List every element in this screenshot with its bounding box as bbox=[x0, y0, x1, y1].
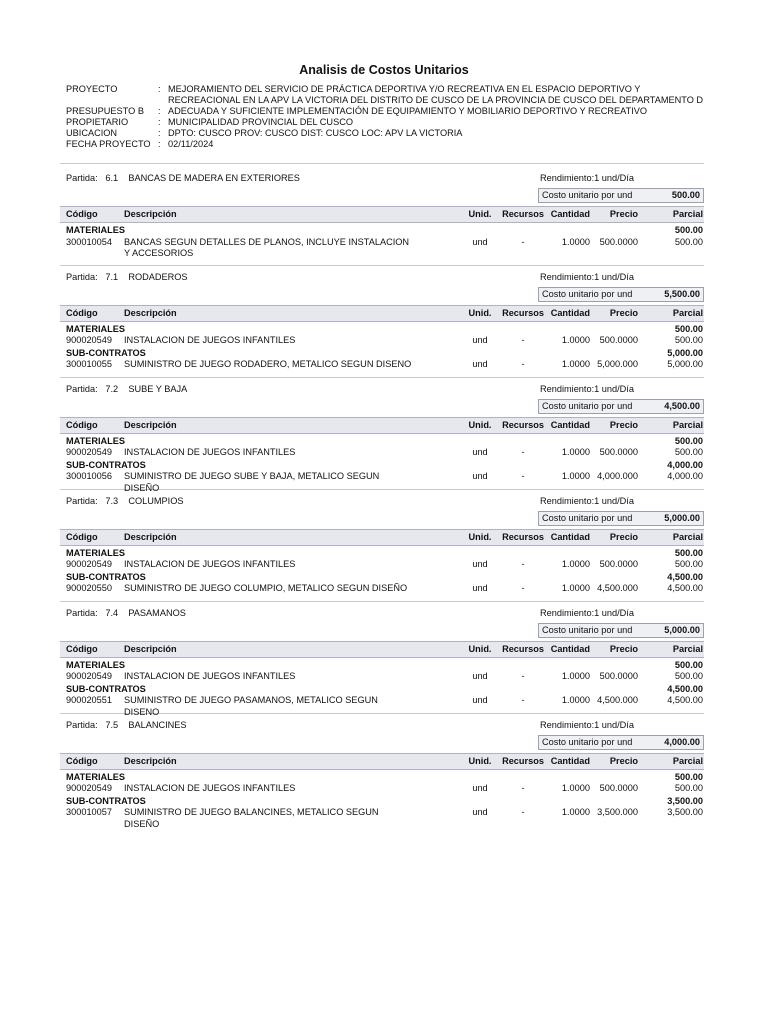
rendimiento: Rendimiento:1 und/Día bbox=[540, 173, 634, 183]
header-label: FECHA PROYECTO bbox=[66, 139, 151, 149]
col-precio: Precio bbox=[609, 307, 638, 318]
cost-row bbox=[60, 735, 704, 749]
item-parcial: 500.00 bbox=[674, 236, 703, 247]
partida-number: 7.4 bbox=[105, 607, 119, 618]
partida-block bbox=[60, 606, 704, 717]
partida-header bbox=[60, 382, 704, 396]
col-cantidad: Cantidad bbox=[550, 209, 590, 219]
item-codigo: 900020549 bbox=[66, 335, 112, 345]
header-colon: : bbox=[158, 106, 161, 116]
header-value: RECREACIONAL EN LA APV LA VICTORIA DEL DISTRITO DE CUSCO DE LA PROVINCIA DE CUSCO DEL DEPARTAMENTO D bbox=[168, 95, 704, 105]
group-total: 4,500.00 bbox=[667, 683, 703, 694]
partida-label: Partida: bbox=[66, 495, 98, 506]
group-name: SUB-CONTRATOS bbox=[66, 795, 146, 806]
header-label: PROYECTO bbox=[66, 84, 118, 94]
item-recursos: - bbox=[521, 359, 525, 369]
group-total: 500.00 bbox=[674, 225, 703, 235]
item-codigo: 300010057 bbox=[66, 807, 112, 817]
item-precio: 500.0000 bbox=[599, 447, 638, 457]
item-unid: und bbox=[472, 236, 488, 247]
item-descripcion: SUMINISTRO DE JUEGO RODADERO, METALICO SEGUN DISENO bbox=[124, 359, 412, 369]
item-unid: und bbox=[472, 447, 488, 457]
col-codigo: Código bbox=[66, 209, 98, 219]
group-name: MATERIALES bbox=[66, 225, 126, 235]
table-row bbox=[60, 695, 704, 717]
partida-block bbox=[60, 494, 704, 602]
cost-row bbox=[60, 511, 704, 525]
header-colon: : bbox=[158, 84, 161, 94]
header-divider bbox=[60, 163, 704, 164]
group-name: MATERIALES bbox=[66, 323, 126, 334]
group-row bbox=[60, 660, 704, 672]
col-codigo: Código bbox=[66, 755, 98, 766]
group-name: SUB-CONTRATOS bbox=[66, 571, 146, 582]
item-descripcion: BANCAS SEGUN DETALLES DE PLANOS, INCLUYE INSTALACION Y ACCESORIOS bbox=[124, 236, 410, 258]
group-total: 500.00 bbox=[674, 435, 703, 446]
partida-label: Partida: bbox=[66, 271, 98, 282]
group-name: MATERIALES bbox=[66, 659, 126, 670]
table-row bbox=[60, 783, 704, 796]
item-codigo: 900020549 bbox=[66, 447, 112, 457]
col-descripcion: Descripción bbox=[124, 209, 177, 219]
partida-number: 6.1 bbox=[105, 173, 119, 183]
item-recursos: - bbox=[521, 671, 525, 681]
cost-row bbox=[60, 623, 704, 637]
unit-cost-label: Costo unitario por und bbox=[542, 512, 633, 523]
partida-divider bbox=[60, 601, 704, 602]
group-total: 500.00 bbox=[674, 323, 703, 334]
col-descripcion: Descripción bbox=[124, 531, 177, 542]
unit-cost-value: 4,000.00 bbox=[664, 736, 700, 747]
item-recursos: - bbox=[521, 559, 525, 569]
group-row bbox=[60, 548, 704, 560]
unit-cost-value: 5,500.00 bbox=[664, 288, 700, 299]
item-precio: 3,500.000 bbox=[597, 807, 638, 817]
unit-cost-label: Costo unitario por und bbox=[542, 400, 633, 411]
item-unid: und bbox=[472, 471, 488, 481]
unit-cost-box bbox=[538, 287, 704, 302]
item-cantidad: 1.0000 bbox=[561, 335, 590, 345]
item-cantidad: 1.0000 bbox=[561, 447, 590, 457]
item-codigo: 900020550 bbox=[66, 583, 112, 593]
item-recursos: - bbox=[521, 335, 525, 345]
col-precio: Precio bbox=[609, 755, 638, 766]
item-parcial: 5,000.00 bbox=[667, 359, 703, 369]
item-recursos: - bbox=[521, 471, 525, 481]
group-row bbox=[60, 572, 704, 584]
item-unid: und bbox=[472, 671, 488, 681]
group-row bbox=[60, 348, 704, 360]
item-precio: 4,500.000 bbox=[597, 583, 638, 593]
partida-label: Partida: bbox=[66, 383, 98, 394]
header-value: MEJORAMIENTO DEL SERVICIO DE PRÁCTICA DEPORTIVA Y/O RECREATIVA EN EL ESPACIO DEPORTIVO Y bbox=[168, 84, 641, 94]
item-unid: und bbox=[472, 783, 488, 793]
col-unid: Unid. bbox=[468, 755, 492, 766]
header-row bbox=[66, 84, 706, 95]
partida-name: BANCAS DE MADERA EN EXTERIORES bbox=[128, 173, 300, 183]
col-recursos: Recursos bbox=[502, 643, 544, 654]
item-cantidad: 1.0000 bbox=[561, 695, 590, 705]
unit-cost-box bbox=[538, 735, 704, 750]
item-descripcion: SUMINISTRO DE JUEGO COLUMPIO, METALICO SEGUN DISEÑO bbox=[124, 583, 408, 593]
col-codigo: Código bbox=[66, 307, 98, 318]
col-codigo: Código bbox=[66, 419, 98, 430]
col-unid: Unid. bbox=[468, 307, 492, 318]
partida-label: Partida: bbox=[66, 607, 98, 618]
table-header bbox=[60, 417, 704, 434]
item-parcial: 3,500.00 bbox=[667, 807, 703, 817]
item-unid: und bbox=[472, 695, 488, 705]
page-title: Analisis de Costos Unitarios bbox=[299, 63, 469, 77]
group-row bbox=[60, 772, 704, 784]
item-precio: 500.0000 bbox=[599, 335, 638, 345]
col-recursos: Recursos bbox=[502, 531, 544, 542]
col-recursos: Recursos bbox=[502, 209, 544, 219]
item-recursos: - bbox=[521, 807, 525, 817]
item-unid: und bbox=[472, 807, 488, 817]
group-row bbox=[60, 436, 704, 448]
header-value: MUNICIPALIDAD PROVINCIAL DEL CUSCO bbox=[168, 117, 353, 127]
unit-cost-label: Costo unitario por und bbox=[542, 624, 633, 635]
partida-divider bbox=[60, 265, 704, 266]
item-descripcion: SUMINISTRO DE JUEGO SUBE Y BAJA, METALICO SEGUN DISEÑO bbox=[124, 471, 380, 493]
item-codigo: 300010056 bbox=[66, 471, 112, 481]
col-parcial: Parcial bbox=[672, 531, 703, 542]
item-precio: 500.0000 bbox=[599, 559, 638, 569]
item-precio: 4,000.000 bbox=[597, 471, 638, 481]
item-descripcion: INSTALACION DE JUEGOS INFANTILES bbox=[124, 559, 296, 569]
item-descripcion: INSTALACION DE JUEGOS INFANTILES bbox=[124, 447, 296, 457]
group-name: SUB-CONTRATOS bbox=[66, 683, 146, 694]
header-value: ADECUADA Y SUFICIENTE IMPLEMENTACIÓN DE EQUIPAMIENTO Y MOBILIARIO DEPORTIVO Y RECREATIVO bbox=[168, 106, 648, 116]
col-cantidad: Cantidad bbox=[550, 419, 590, 430]
item-descripcion: SUMINISTRO DE JUEGO BALANCINES, METALICO SEGUN DISEÑO bbox=[124, 807, 379, 829]
unit-cost-label: Costo unitario por und bbox=[542, 288, 633, 299]
cost-row bbox=[60, 399, 704, 413]
col-precio: Precio bbox=[609, 531, 638, 542]
col-unid: Unid. bbox=[468, 419, 492, 430]
col-cantidad: Cantidad bbox=[550, 531, 590, 542]
table-row bbox=[60, 671, 704, 684]
col-codigo: Código bbox=[66, 643, 98, 654]
item-parcial: 500.00 bbox=[674, 447, 703, 457]
col-precio: Precio bbox=[609, 209, 638, 219]
col-cantidad: Cantidad bbox=[550, 307, 590, 318]
unit-cost-value: 4,500.00 bbox=[664, 400, 700, 411]
table-header bbox=[60, 305, 704, 322]
group-row bbox=[60, 324, 704, 336]
item-recursos: - bbox=[521, 236, 525, 247]
unit-cost-value: 5,000.00 bbox=[664, 624, 700, 635]
group-name: SUB-CONTRATOS bbox=[66, 459, 146, 470]
partida-header bbox=[60, 171, 704, 185]
rendimiento: Rendimiento:1 und/Día bbox=[540, 495, 634, 506]
item-codigo: 900020551 bbox=[66, 695, 112, 705]
partida-block bbox=[60, 270, 704, 378]
item-cantidad: 1.0000 bbox=[561, 359, 590, 369]
item-recursos: - bbox=[521, 583, 525, 593]
table-row bbox=[60, 559, 704, 572]
group-row bbox=[60, 225, 704, 237]
item-parcial: 500.00 bbox=[674, 671, 703, 681]
table-header bbox=[60, 753, 704, 770]
header-colon: : bbox=[158, 128, 161, 138]
group-name: SUB-CONTRATOS bbox=[66, 347, 146, 358]
rendimiento: Rendimiento:1 und/Día bbox=[540, 271, 634, 282]
col-parcial: Parcial bbox=[672, 419, 703, 430]
partida-number: 7.2 bbox=[105, 383, 119, 394]
header-row bbox=[66, 139, 706, 150]
item-precio: 500.0000 bbox=[599, 783, 638, 793]
group-total: 4,000.00 bbox=[667, 459, 703, 470]
group-total: 4,500.00 bbox=[667, 571, 703, 582]
group-row bbox=[60, 684, 704, 696]
item-cantidad: 1.0000 bbox=[561, 236, 590, 247]
item-descripcion: INSTALACION DE JUEGOS INFANTILES bbox=[124, 783, 296, 793]
partida-divider bbox=[60, 377, 704, 378]
rendimiento: Rendimiento:1 und/Día bbox=[540, 607, 634, 618]
table-header bbox=[60, 206, 704, 223]
header-value: 02/11/2024 bbox=[168, 139, 214, 149]
partida-number: 7.5 bbox=[105, 719, 119, 730]
header-colon: : bbox=[158, 139, 161, 149]
item-recursos: - bbox=[521, 695, 525, 705]
group-name: MATERIALES bbox=[66, 435, 126, 446]
item-cantidad: 1.0000 bbox=[561, 783, 590, 793]
col-recursos: Recursos bbox=[502, 755, 544, 766]
group-name: MATERIALES bbox=[66, 547, 126, 558]
group-total: 5,000.00 bbox=[667, 347, 703, 358]
item-recursos: - bbox=[521, 447, 525, 457]
item-codigo: 900020549 bbox=[66, 671, 112, 681]
item-codigo: 300010055 bbox=[66, 359, 112, 369]
header-value: DPTO: CUSCO PROV: CUSCO DIST: CUSCO LOC: APV LA VICTORIA bbox=[168, 128, 463, 138]
partida-number: 7.3 bbox=[105, 495, 119, 506]
item-parcial: 4,500.00 bbox=[667, 583, 703, 593]
item-parcial: 4,000.00 bbox=[667, 471, 703, 481]
header-label: UBICACION bbox=[66, 128, 118, 138]
col-descripcion: Descripción bbox=[124, 643, 177, 654]
item-unid: und bbox=[472, 559, 488, 569]
rendimiento: Rendimiento:1 und/Día bbox=[540, 383, 634, 394]
group-total: 500.00 bbox=[674, 547, 703, 558]
group-total: 500.00 bbox=[674, 771, 703, 782]
header-row bbox=[66, 117, 706, 128]
col-cantidad: Cantidad bbox=[550, 755, 590, 766]
item-descripcion: SUMINISTRO DE JUEGO PASAMANOS, METALICO SEGUN DISENO bbox=[124, 695, 378, 717]
header-row bbox=[66, 95, 706, 106]
col-descripcion: Descripción bbox=[124, 419, 177, 430]
table-row bbox=[60, 359, 704, 372]
col-parcial: Parcial bbox=[672, 307, 703, 318]
item-unid: und bbox=[472, 335, 488, 345]
partida-header bbox=[60, 494, 704, 508]
col-unid: Unid. bbox=[468, 209, 492, 219]
col-recursos: Recursos bbox=[502, 307, 544, 318]
item-codigo: 900020549 bbox=[66, 559, 112, 569]
partida-name: SUBE Y BAJA bbox=[128, 383, 188, 394]
header-label: PRESUPUESTO B bbox=[66, 106, 144, 116]
unit-cost-label: Costo unitario por und bbox=[542, 736, 633, 747]
item-precio: 500.0000 bbox=[599, 236, 638, 247]
partida-name: PASAMANOS bbox=[128, 607, 186, 618]
group-name: MATERIALES bbox=[66, 771, 126, 782]
col-cantidad: Cantidad bbox=[550, 643, 590, 654]
partida-name: COLUMPIOS bbox=[128, 495, 184, 506]
table-header bbox=[60, 529, 704, 546]
unit-cost-box bbox=[538, 399, 704, 414]
col-descripcion: Descripción bbox=[124, 307, 177, 318]
item-parcial: 4,500.00 bbox=[667, 695, 703, 705]
partida-block bbox=[60, 171, 704, 266]
col-unid: Unid. bbox=[468, 643, 492, 654]
item-unid: und bbox=[472, 359, 488, 369]
item-cantidad: 1.0000 bbox=[561, 807, 590, 817]
group-row bbox=[60, 796, 704, 808]
item-precio: 500.0000 bbox=[599, 671, 638, 681]
table-row bbox=[60, 583, 704, 596]
header-row bbox=[66, 106, 706, 117]
project-header bbox=[66, 84, 706, 150]
partida-name: RODADEROS bbox=[128, 271, 188, 282]
cost-row bbox=[60, 188, 704, 202]
unit-cost-value: 5,000.00 bbox=[664, 512, 700, 523]
col-unid: Unid. bbox=[468, 531, 492, 542]
unit-cost-value: 500.00 bbox=[671, 190, 700, 200]
partida-header bbox=[60, 718, 704, 732]
partida-label: Partida: bbox=[66, 719, 98, 730]
item-descripcion: INSTALACION DE JUEGOS INFANTILES bbox=[124, 671, 296, 681]
item-precio: 4,500.000 bbox=[597, 695, 638, 705]
group-total: 3,500.00 bbox=[667, 795, 703, 806]
col-precio: Precio bbox=[609, 643, 638, 654]
col-parcial: Parcial bbox=[672, 643, 703, 654]
item-descripcion: INSTALACION DE JUEGOS INFANTILES bbox=[124, 335, 296, 345]
item-codigo: 300010054 bbox=[66, 236, 112, 247]
unit-cost-box bbox=[538, 511, 704, 526]
header-row bbox=[66, 128, 706, 139]
col-parcial: Parcial bbox=[672, 209, 703, 219]
table-header bbox=[60, 641, 704, 658]
group-total: 500.00 bbox=[674, 659, 703, 670]
partidas-list bbox=[60, 171, 704, 829]
partida-header bbox=[60, 606, 704, 620]
col-codigo: Código bbox=[66, 531, 98, 542]
partida-name: BALANCINES bbox=[128, 719, 187, 730]
unit-cost-label: Costo unitario por und bbox=[542, 190, 633, 200]
cost-row bbox=[60, 287, 704, 301]
partida-header bbox=[60, 270, 704, 284]
rendimiento: Rendimiento:1 und/Día bbox=[540, 719, 634, 730]
table-row bbox=[60, 471, 704, 493]
item-parcial: 500.00 bbox=[674, 559, 703, 569]
col-descripcion: Descripción bbox=[124, 755, 177, 766]
header-label bbox=[66, 95, 158, 106]
partida-number: 7.1 bbox=[105, 271, 119, 282]
item-unid: und bbox=[472, 583, 488, 593]
group-row bbox=[60, 460, 704, 472]
table-row bbox=[60, 807, 704, 829]
partida-label: Partida: bbox=[66, 173, 98, 183]
col-precio: Precio bbox=[609, 419, 638, 430]
item-cantidad: 1.0000 bbox=[561, 471, 590, 481]
item-cantidad: 1.0000 bbox=[561, 583, 590, 593]
table-row bbox=[60, 447, 704, 460]
header-label: PROPIETARIO bbox=[66, 117, 129, 127]
table-row bbox=[60, 237, 704, 260]
item-parcial: 500.00 bbox=[674, 335, 703, 345]
item-cantidad: 1.0000 bbox=[561, 559, 590, 569]
table-row bbox=[60, 335, 704, 348]
unit-cost-box bbox=[538, 623, 704, 638]
partida-block bbox=[60, 382, 704, 493]
header-colon: : bbox=[158, 117, 161, 127]
item-parcial: 500.00 bbox=[674, 783, 703, 793]
item-precio: 5,000.000 bbox=[597, 359, 638, 369]
item-recursos: - bbox=[521, 783, 525, 793]
partida-block bbox=[60, 718, 704, 829]
header-colon bbox=[158, 95, 168, 106]
unit-cost-box bbox=[538, 188, 704, 203]
col-parcial: Parcial bbox=[672, 755, 703, 766]
col-recursos: Recursos bbox=[502, 419, 544, 430]
item-codigo: 900020549 bbox=[66, 783, 112, 793]
item-cantidad: 1.0000 bbox=[561, 671, 590, 681]
